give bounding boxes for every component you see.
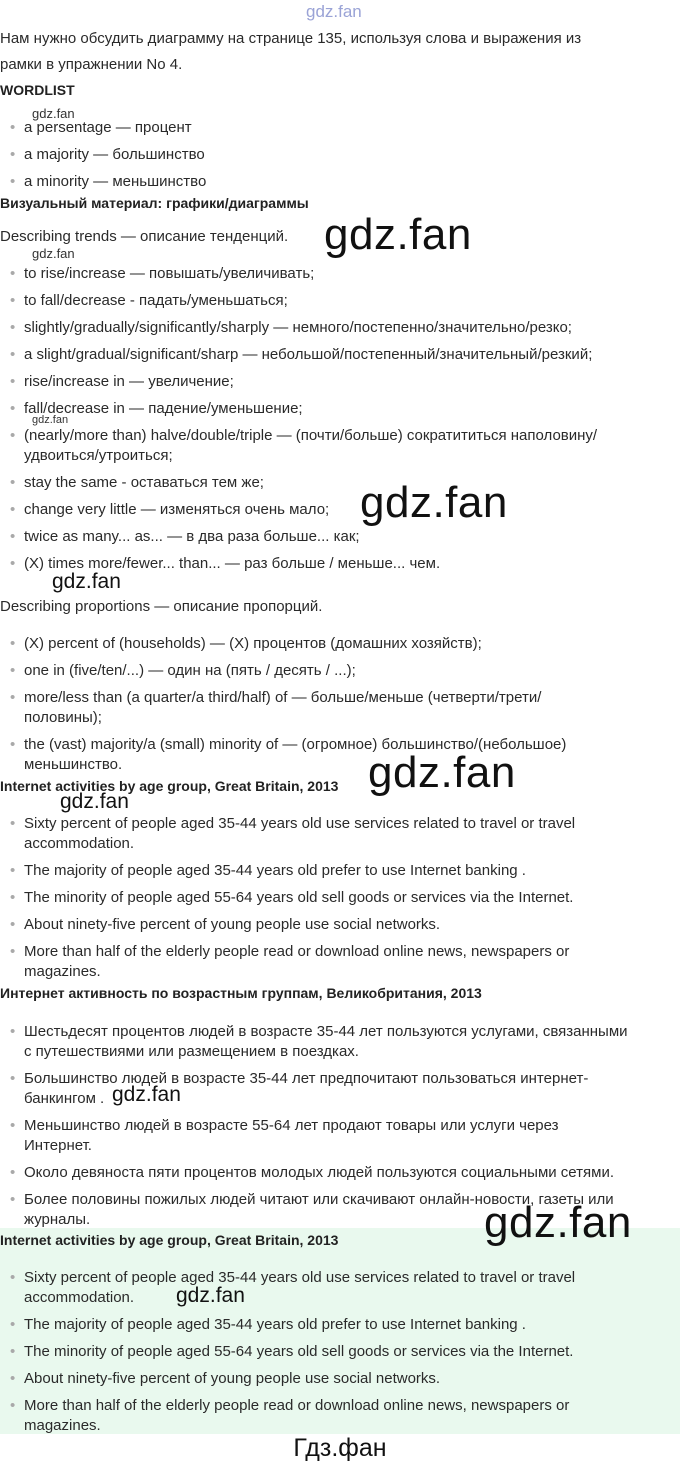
list-item: (nearly/more than) halve/double/triple — (почти/больше) сократититься наполовину/: [24, 427, 598, 444]
bullet-dot: •: [10, 265, 16, 282]
bullet-dot: •: [10, 1070, 16, 1087]
bullet-dot: •: [10, 815, 16, 832]
bullet-dot: •: [10, 1191, 16, 1208]
watermark-mid: gdz.fan: [176, 1284, 245, 1307]
list-item-continuation: удвоиться/утроиться;: [24, 447, 173, 464]
watermark-small: gdz.fan: [32, 414, 69, 426]
bullet-dot: •: [10, 146, 16, 163]
bullet-dot: •: [10, 1397, 16, 1414]
bullet-dot: •: [10, 528, 16, 545]
list-item: stay the same - оставаться тем же;: [24, 474, 264, 491]
bullet-dot: •: [10, 400, 16, 417]
proportions-title: Describing proportions — описание пропорций.: [0, 598, 323, 615]
bullet-dot: •: [10, 1316, 16, 1333]
bullet-dot: •: [10, 319, 16, 336]
list-item: Шестьдесят процентов людей в возрасте 35-44 лет пользуются услугами, связанными: [24, 1023, 628, 1040]
intro-line-1: Нам нужно обсудить диаграмму на странице 135, используя слова и выражения из: [0, 30, 582, 47]
list-item: a minority — меньшинство: [24, 173, 207, 190]
list-item-continuation: Интернет.: [24, 1137, 92, 1154]
list-item: change very little — изменяться очень мало;: [24, 501, 330, 518]
bullet-dot: •: [10, 862, 16, 879]
list-item-continuation: банкингом .: [24, 1090, 105, 1107]
bullet-dot: •: [10, 1117, 16, 1134]
bullet-dot: •: [10, 373, 16, 390]
watermark-mid: gdz.fan: [52, 570, 121, 593]
list-item: About ninety-five percent of young people use social networks.: [24, 1370, 441, 1387]
list-item: twice as many... as... — в два раза больше... как;: [24, 528, 360, 545]
list-item: The minority of people aged 55-64 years old sell goods or services via the Internet.: [24, 1343, 574, 1360]
list-item: more/less than (a quarter/a third/half) of — больше/меньше (четверти/трети/: [24, 689, 542, 706]
list-item: Sixty percent of people aged 35-44 years old use services related to travel or travel: [24, 815, 576, 832]
bullet-dot: •: [10, 943, 16, 960]
bullet-dot: •: [10, 1343, 16, 1360]
bullet-dot: •: [10, 173, 16, 190]
list-item: one in (five/ten/...) — один на (пять / десять / ...);: [24, 662, 356, 679]
list-item: Около девяноста пяти процентов молодых людей пользуются социальными сетями.: [24, 1164, 615, 1181]
bullet-dot: •: [10, 1269, 16, 1286]
list-item: a majority — большинство: [24, 146, 205, 163]
list-item: The majority of people aged 35-44 years old prefer to use Internet banking .: [24, 1316, 526, 1333]
watermark-big: gdz.fan: [324, 210, 472, 259]
list-item: a persentage — процент: [24, 119, 192, 136]
bullet-dot: •: [10, 555, 16, 572]
internet-en-box-heading: Internet activities by age group, Great Britain, 2013: [0, 1232, 339, 1248]
list-item: Меньшинство людей в возрасте 55-64 лет продают товары или услуги через: [24, 1117, 559, 1134]
list-item: fall/decrease in — падение/уменьшение;: [24, 400, 303, 417]
list-item: More than half of the elderly people read or download online news, newspapers or: [24, 943, 570, 960]
list-item-continuation: magazines.: [24, 1417, 101, 1434]
intro-line-2: рамки в упражнении No 4.: [0, 56, 183, 73]
list-item: About ninety-five percent of young people use social networks.: [24, 916, 441, 933]
watermark-small: gdz.fan: [32, 106, 75, 121]
bullet-dot: •: [10, 346, 16, 363]
bullet-dot: •: [10, 662, 16, 679]
bullet-dot: •: [10, 1023, 16, 1040]
list-item: Более половины пожилых людей читают или скачивают онлайн-новости, газеты или: [24, 1191, 614, 1208]
watermark-big: gdz.fan: [368, 748, 516, 797]
bullet-dot: •: [10, 736, 16, 753]
list-item: The majority of people aged 35-44 years old prefer to use Internet banking .: [24, 862, 526, 879]
list-item: The minority of people aged 55-64 years old sell goods or services via the Internet.: [24, 889, 574, 906]
list-item: Sixty percent of people aged 35-44 years old use services related to travel or travel: [24, 1269, 576, 1286]
list-item-continuation: журналы.: [24, 1211, 91, 1228]
list-item: Большинство людей в возрасте 35-44 лет предпочитают пользоваться интернет-: [24, 1070, 589, 1087]
list-item: (X) percent of (households) — (X) процентов (домашних хозяйств);: [24, 635, 482, 652]
bullet-dot: •: [10, 1164, 16, 1181]
watermark-bottom: Гдз.фан: [293, 1434, 387, 1462]
bullet-dot: •: [10, 1370, 16, 1387]
wordlist-heading: WORDLIST: [0, 82, 75, 98]
trends-title: Describing trends — описание тенденций.: [0, 228, 289, 245]
list-item: (X) times more/fewer... than... — раз больше / меньше... чем.: [24, 555, 441, 572]
list-item-continuation: меньшинство.: [24, 756, 123, 773]
internet-ru-heading: Интернет активность по возрастным группам, Великобритания, 2013: [0, 985, 482, 1001]
list-item-continuation: половины);: [24, 709, 102, 726]
bullet-dot: •: [10, 889, 16, 906]
list-item: slightly/gradually/significantly/sharply — немного/постепенно/значительно/резко;: [24, 319, 572, 336]
bullet-dot: •: [10, 635, 16, 652]
watermark-small: gdz.fan: [32, 246, 75, 261]
list-item-continuation: magazines.: [24, 963, 101, 980]
list-item: to rise/increase — повышать/увеличивать;: [24, 265, 315, 282]
watermark-mid: gdz.fan: [60, 790, 129, 813]
watermark-top: gdz.fan: [306, 2, 362, 21]
list-item-continuation: с путешествиями или размещением в поездках.: [24, 1043, 359, 1060]
bullet-dot: •: [10, 119, 16, 136]
list-item: the (vast) majority/a (small) minority of — (огромное) большинство/(небольшое): [24, 736, 567, 753]
bullet-dot: •: [10, 501, 16, 518]
visual-heading: Визуальный материал: графики/диаграммы: [0, 195, 309, 211]
watermark-big: gdz.fan: [360, 478, 508, 527]
list-item: to fall/decrease - падать/уменьшаться;: [24, 292, 288, 309]
list-item: a slight/gradual/significant/sharp — небольшой/постепенный/значительный/резкий;: [24, 346, 593, 363]
list-item-continuation: accommodation.: [24, 835, 135, 852]
bullet-dot: •: [10, 916, 16, 933]
bullet-dot: •: [10, 474, 16, 491]
list-item: More than half of the elderly people read or download online news, newspapers or: [24, 1397, 570, 1414]
bullet-dot: •: [10, 427, 16, 444]
watermark-big: gdz.fan: [484, 1198, 632, 1247]
bullet-dot: •: [10, 689, 16, 706]
bullet-dot: •: [10, 292, 16, 309]
internet-en-heading: Internet activities by age group, Great Britain, 2013: [0, 778, 339, 794]
watermark-mid: gdz.fan: [112, 1083, 181, 1106]
list-item: rise/increase in — увеличение;: [24, 373, 234, 390]
list-item-continuation: accommodation.: [24, 1289, 135, 1306]
